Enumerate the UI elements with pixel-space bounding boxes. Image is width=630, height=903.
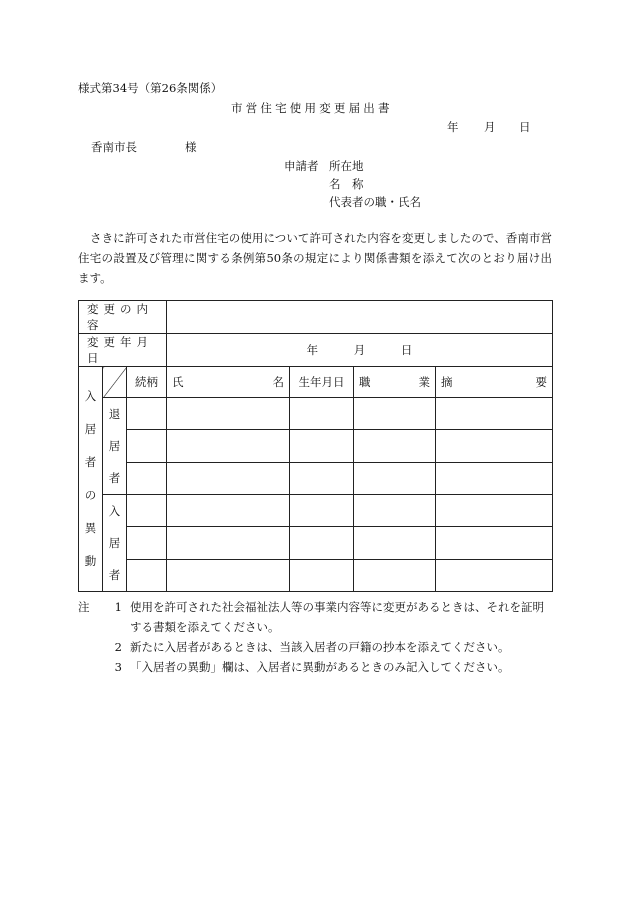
relation-cell[interactable] (127, 527, 167, 559)
note-mark: 注 (78, 600, 90, 614)
table-row (79, 559, 553, 591)
addressee-honorific: 様 (185, 140, 197, 154)
form-number: 様式第34号（第26条関係） (78, 81, 223, 95)
moved-out-label (103, 398, 127, 495)
birthdate-cell[interactable] (290, 559, 354, 591)
resident-change-label (79, 367, 103, 592)
note-item (78, 597, 552, 637)
occupation-cell[interactable] (354, 495, 436, 527)
change-date-year: 年 (306, 343, 319, 357)
table-row (79, 398, 553, 430)
body-paragraph: さきに許可された市営住宅の使用について許可された内容を変更しましたので、香南市営住宅の設置及び管理に関する条例第50条の規定により関係書類を添えて次のとおり届け出ます。 (78, 231, 552, 285)
note-number: 1 (114, 600, 122, 614)
occupation-cell[interactable] (354, 527, 436, 559)
birthdate-cell[interactable] (290, 527, 354, 559)
name-cell[interactable] (167, 462, 290, 494)
moved-in-char: 者 (108, 568, 121, 582)
birthdate-cell[interactable] (290, 430, 354, 462)
header-relation: 続柄 (127, 367, 167, 398)
date-month-label: 月 (484, 120, 496, 134)
applicant-label: 申請者 (284, 159, 319, 173)
applicant-representative-label: 代表者の職・氏名 (329, 195, 421, 209)
change-content-field[interactable] (167, 301, 553, 334)
note-number: 3 (114, 660, 122, 674)
birthdate-cell[interactable] (290, 398, 354, 430)
date-year-label: 年 (447, 120, 459, 134)
table-row (79, 495, 553, 527)
addressee-name: 香南市長 (91, 140, 137, 154)
header-occupation: 職 業 (354, 367, 436, 398)
note-text: 使用を許可された社会福祉法人等の事業内容等に変更があるときは、それを証明する書類を添えてください。 (130, 600, 544, 634)
name-cell[interactable] (167, 495, 290, 527)
remarks-cell[interactable] (436, 559, 553, 591)
name-cell[interactable] (167, 527, 290, 559)
remarks-cell[interactable] (436, 398, 553, 430)
applicant-name-label: 名 称 (329, 177, 364, 191)
change-date-row (79, 334, 553, 367)
document-title: 市営住宅使用変更届出書 (231, 101, 393, 115)
moved-out-char: 退 (108, 407, 121, 421)
notes-section (78, 597, 552, 677)
name-cell[interactable] (167, 430, 290, 462)
applicant-address-label: 所在地 (329, 159, 364, 173)
remarks-cell[interactable] (436, 527, 553, 559)
occupation-cell[interactable] (354, 430, 436, 462)
moved-in-char: 入 (108, 504, 121, 518)
name-cell[interactable] (167, 559, 290, 591)
resident-change-char: 者 (84, 455, 97, 469)
relation-cell[interactable] (127, 495, 167, 527)
occupation-cell[interactable] (354, 462, 436, 494)
note-text: 新たに入居者があるときは、当該入居者の戸籍の抄本を添えてください。 (130, 640, 510, 654)
note-item (78, 637, 552, 657)
header-birthdate: 生年月日 (290, 367, 354, 398)
resident-change-char: 入 (84, 389, 97, 403)
notification-table (78, 300, 553, 592)
resident-change-char: の (84, 488, 97, 502)
header-remarks: 摘 要 (436, 367, 553, 398)
resident-change-char: 動 (84, 554, 97, 568)
note-text: 「入居者の異動」欄は、入居者に異動があるときのみ記入してください。 (130, 660, 510, 674)
date-day-label: 日 (519, 120, 531, 134)
note-mark-spacer (78, 637, 100, 657)
occupation-cell[interactable] (354, 398, 436, 430)
occupation-cell[interactable] (354, 559, 436, 591)
resident-change-char: 異 (84, 521, 97, 535)
note-mark-spacer (78, 657, 100, 677)
change-date-field[interactable] (167, 334, 553, 367)
change-date-day: 日 (400, 343, 413, 357)
table-row (79, 462, 553, 494)
change-content-label: 変更の内容 (79, 301, 167, 334)
relation-cell[interactable] (127, 398, 167, 430)
remarks-cell[interactable] (436, 430, 553, 462)
change-content-row (79, 301, 553, 334)
resident-header-row (79, 367, 553, 398)
moved-in-char: 居 (108, 536, 121, 550)
table-row (79, 527, 553, 559)
moved-out-char: 居 (108, 439, 121, 453)
name-cell[interactable] (167, 398, 290, 430)
relation-cell[interactable] (127, 462, 167, 494)
change-date-month: 月 (353, 343, 366, 357)
note-item (78, 657, 552, 677)
birthdate-cell[interactable] (290, 495, 354, 527)
header-name: 氏 名 (167, 367, 290, 398)
moved-in-label (103, 495, 127, 592)
resident-change-char: 居 (84, 422, 97, 436)
change-date-label: 変更年月日 (79, 334, 167, 367)
moved-out-char: 者 (108, 471, 121, 485)
remarks-cell[interactable] (436, 462, 553, 494)
table-row (79, 430, 553, 462)
remarks-cell[interactable] (436, 495, 553, 527)
relation-cell[interactable] (127, 559, 167, 591)
diagonal-header-cell (103, 367, 127, 398)
relation-cell[interactable] (127, 430, 167, 462)
note-number: 2 (114, 640, 122, 654)
birthdate-cell[interactable] (290, 462, 354, 494)
